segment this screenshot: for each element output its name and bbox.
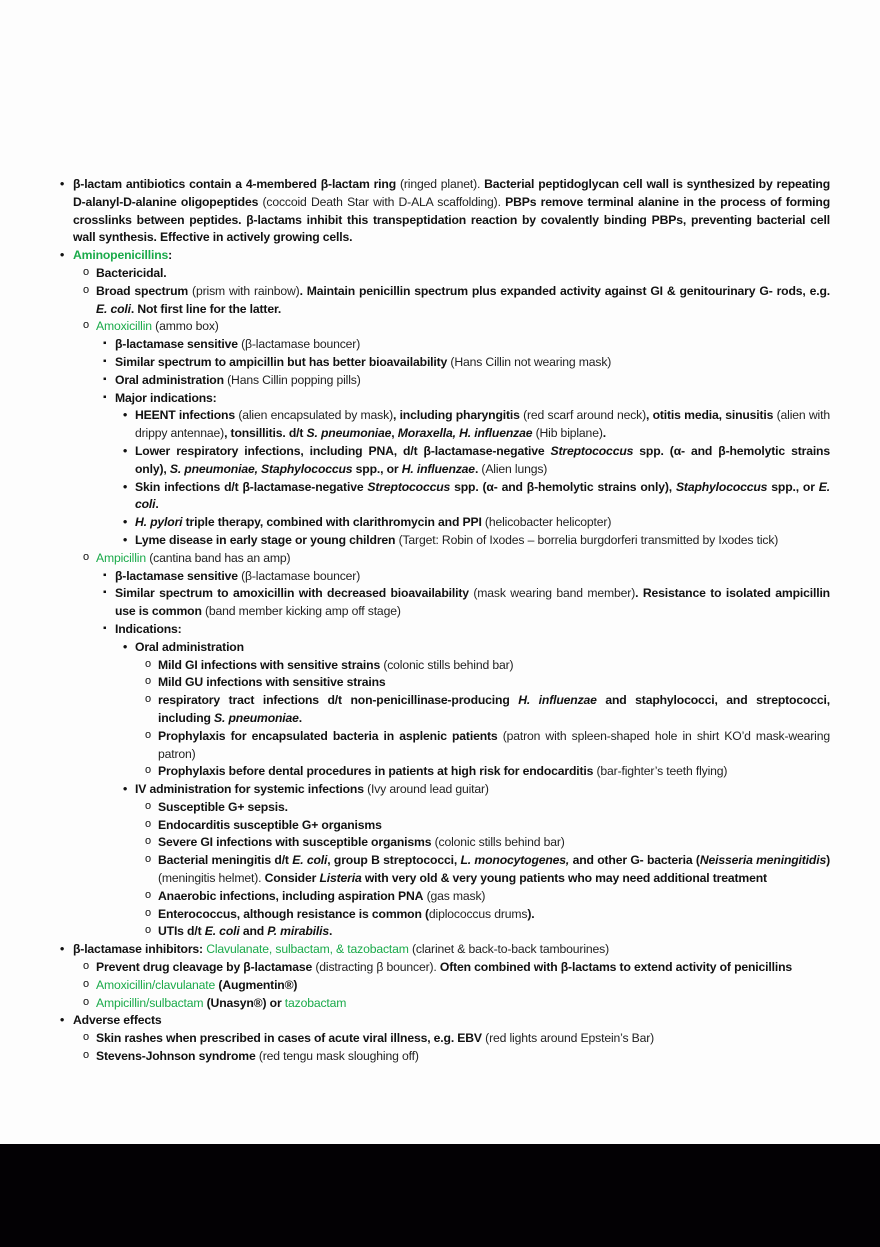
text: Indications: bbox=[115, 621, 182, 636]
list-item bbox=[145, 923, 830, 941]
list-item bbox=[145, 674, 830, 692]
oral-administration bbox=[123, 639, 830, 781]
organism: E. coli bbox=[204, 924, 240, 939]
list-item bbox=[145, 799, 830, 817]
mnemonic: (helicobacter helicopter) bbox=[481, 515, 612, 530]
organism: Listeria bbox=[319, 871, 362, 886]
mnemonic: (colonic stills behind bar) bbox=[431, 835, 565, 850]
text: Major indications: bbox=[115, 390, 217, 405]
text: . Maintain penicillin spectrum plus expanded activity against GI & genitourinary G- rods, e.g. bbox=[299, 283, 830, 298]
organism: E. coli bbox=[96, 301, 131, 316]
text: , bbox=[391, 426, 398, 441]
text: Enterococcus, although resistance is common ( bbox=[158, 906, 429, 921]
list-item bbox=[145, 888, 830, 906]
text: Bacterial peptidoglycan cell wall is synthesized by repeating D-alanyl-D-alanine oligopeptides bbox=[73, 177, 831, 209]
list-item bbox=[83, 1030, 830, 1048]
mnemonic: (mask wearing band member) bbox=[468, 586, 636, 601]
mnemonic: (patron with spleen-shaped hole in shirt KO’d mask-wearing patron) bbox=[158, 728, 830, 761]
text: . bbox=[298, 710, 303, 725]
text: β-lactam antibiotics contain a 4-membered β-lactam ring bbox=[73, 177, 397, 191]
organism: Moraxella, H. influenzae bbox=[397, 426, 533, 441]
text: ) bbox=[826, 853, 831, 868]
text: with very old & very young patients who may need additional treatment bbox=[361, 871, 767, 886]
organism: S. pneumoniae bbox=[306, 426, 392, 441]
drug-name: Amoxicillin bbox=[96, 319, 152, 334]
text: spp. (α- and β-hemolytic strains only), bbox=[450, 479, 676, 494]
ampicillin-list bbox=[103, 568, 830, 942]
text: spp. (α- and β-hemolytic strains only), bbox=[135, 443, 830, 476]
text: Severe GI infections with susceptible organisms bbox=[158, 835, 432, 850]
list-item bbox=[83, 959, 830, 977]
text: . Not first line for the latter. bbox=[130, 301, 282, 316]
amoxicillin-item bbox=[83, 318, 830, 549]
text: , otitis media, sinusitis bbox=[646, 408, 774, 423]
mnemonic: (coccoid Death Star with D-ALA scaffolding). bbox=[258, 194, 506, 209]
text: , group B streptococci, bbox=[327, 853, 461, 868]
text: , including pharyngitis bbox=[392, 408, 520, 423]
text: Consider bbox=[264, 871, 320, 886]
text: and other G- bacteria ( bbox=[569, 853, 700, 868]
text: , tonsillitis. d/t bbox=[224, 426, 307, 441]
list-item bbox=[103, 585, 830, 621]
text: . bbox=[602, 426, 606, 441]
mnemonic: (ringed planet). bbox=[396, 177, 485, 191]
iv-list bbox=[145, 799, 830, 941]
organism: H. influenzae bbox=[518, 693, 597, 708]
mnemonic: (β-lactamase bouncer) bbox=[237, 568, 361, 583]
major-indications bbox=[103, 390, 830, 550]
organism: Streptococcus bbox=[367, 479, 451, 494]
indications bbox=[103, 621, 830, 941]
text: Endocarditis susceptible G+ organisms bbox=[158, 817, 382, 832]
top-level-list bbox=[60, 176, 830, 1066]
list-item bbox=[145, 728, 830, 764]
bottom-black-bar bbox=[0, 1144, 880, 1247]
aminopenicillins-list bbox=[83, 265, 830, 941]
organism: L. monocytogenes, bbox=[460, 853, 570, 868]
mnemonic: (clarinet & back-to-back tambourines) bbox=[408, 942, 609, 957]
mnemonic: (Alien lungs) bbox=[478, 461, 548, 476]
mnemonic: (cantina band has an amp) bbox=[145, 550, 291, 565]
text: triple therapy, combined with clarithromycin and PPI bbox=[182, 515, 482, 530]
list-item bbox=[103, 336, 830, 354]
text: Prophylaxis for encapsulated bacteria in asplenic patients bbox=[158, 728, 498, 743]
organism: S. pneumoniae bbox=[214, 710, 299, 725]
text: and staphylococci, and streptococci, including bbox=[158, 693, 830, 725]
list-item bbox=[83, 995, 830, 1013]
broad-spectrum-item bbox=[83, 283, 830, 319]
list-item bbox=[145, 852, 830, 888]
aminopenicillins-section bbox=[60, 247, 830, 941]
mnemonic: (alien with drippy antennae) bbox=[135, 408, 830, 441]
drug-names: Clavulanate, sulbactam, & tazobactam bbox=[206, 942, 409, 957]
beta-lactam-intro bbox=[60, 176, 830, 247]
h-pylori-item bbox=[123, 514, 830, 532]
organism: E. coli bbox=[135, 479, 830, 512]
text: Prevent drug cleavage by β-lactamase bbox=[96, 960, 313, 975]
text: . Resistance to isolated ampicillin use is common bbox=[115, 586, 830, 619]
ampicillin-indications-list bbox=[123, 639, 830, 942]
organism: H. influenzae bbox=[401, 461, 475, 476]
text: (Augmentin®) bbox=[215, 977, 298, 992]
mnemonic: (Target: Robin of Ixodes – borrelia burgdorferi transmitted by Ixodes tick) bbox=[395, 532, 779, 547]
organism: P. mirabilis bbox=[267, 924, 329, 939]
text: Oral administration bbox=[115, 372, 224, 387]
text: spp., or bbox=[352, 461, 402, 476]
mnemonic: (band member kicking amp off stage) bbox=[201, 604, 401, 619]
drug-name: tazobactam bbox=[284, 995, 347, 1010]
mnemonic: (Ivy around lead guitar) bbox=[363, 782, 489, 797]
organism: E. coli bbox=[292, 853, 328, 868]
mnemonic: (red scarf around neck) bbox=[519, 408, 646, 423]
list-item bbox=[145, 906, 830, 924]
bactericidal-item bbox=[83, 265, 830, 283]
list-item bbox=[145, 763, 830, 781]
drug-name: Amoxicillin/clavulanate bbox=[96, 977, 216, 992]
list-item bbox=[145, 834, 830, 852]
mnemonic: (gas mask) bbox=[423, 888, 486, 903]
organism: S. pneumoniae, Staphylococcus bbox=[169, 461, 353, 476]
mnemonic: (Hib biplane) bbox=[532, 426, 603, 441]
text: (Unasyn®) or bbox=[203, 995, 285, 1010]
inhibitors-list bbox=[83, 959, 830, 1012]
organism: H. pylori bbox=[135, 515, 183, 530]
text: Often combined with β-lactams to extend activity of penicillins bbox=[439, 960, 793, 975]
text: β-lactamase sensitive bbox=[115, 337, 238, 352]
adverse-list bbox=[83, 1030, 830, 1066]
text: Broad spectrum bbox=[96, 283, 189, 298]
text: β-lactamase inhibitors: bbox=[73, 942, 207, 957]
text: and bbox=[239, 924, 268, 939]
list-item bbox=[145, 692, 830, 728]
text: Prophylaxis before dental procedures in patients at high risk for endocarditis bbox=[158, 764, 594, 779]
text: : bbox=[168, 248, 173, 263]
lyme-disease-item bbox=[123, 532, 830, 550]
organism: Neisseria meningitidis bbox=[699, 853, 827, 868]
text: respiratory tract infections d/t non-penicillinase-producing bbox=[158, 693, 519, 708]
mnemonic: (Hans Cillin not wearing mask) bbox=[447, 354, 612, 369]
mnemonic: (red tengu mask sloughing off) bbox=[255, 1049, 419, 1064]
text: Mild GI infections with sensitive strains bbox=[158, 657, 381, 672]
adverse-effects-section bbox=[60, 1012, 830, 1065]
text: Skin rashes when prescribed in cases of acute viral illness, e.g. EBV bbox=[96, 1031, 482, 1046]
amoxicillin-indications-list bbox=[123, 407, 830, 549]
text: . bbox=[155, 497, 159, 512]
text: Mild GU infections with sensitive strains bbox=[158, 675, 386, 690]
mnemonic: (alien encapsulated by mask) bbox=[234, 408, 393, 423]
text: Stevens-Johnson syndrome bbox=[96, 1049, 256, 1064]
ampicillin-item bbox=[83, 550, 830, 942]
mnemonic: (Hans Cillin popping pills) bbox=[223, 372, 361, 387]
iv-administration bbox=[123, 781, 830, 941]
text: Bacterial meningitis d/t bbox=[158, 853, 293, 868]
text: . bbox=[474, 461, 479, 476]
text: IV administration for systemic infections bbox=[135, 782, 364, 797]
mnemonic: (colonic stills behind bar) bbox=[380, 657, 514, 672]
list-item bbox=[83, 1048, 830, 1066]
beta-lactamase-inhibitors-section bbox=[60, 941, 830, 1012]
text: Similar spectrum to amoxicillin with decreased bioavailability bbox=[115, 586, 469, 601]
skin-infections-item bbox=[123, 479, 830, 515]
drug-name: Ampicillin/sulbactam bbox=[96, 995, 204, 1010]
text: PBPs remove terminal alanine in the process of forming crosslinks between peptides. β-lactams inhibit this transpeptidation reaction by covalently binding PBPs, preventing bacterial cell wall synthesis. Effective in actively growing cells. bbox=[73, 194, 830, 245]
mnemonic: (distracting β bouncer). bbox=[312, 960, 440, 975]
text: Similar spectrum to ampicillin but has better bioavailability bbox=[115, 354, 448, 369]
text: ). bbox=[527, 906, 535, 921]
text: Lyme disease in early stage or young children bbox=[135, 532, 396, 547]
text: Skin infections d/t β-lactamase-negative bbox=[135, 479, 368, 494]
text: UTIs d/t bbox=[158, 924, 205, 939]
list-item bbox=[145, 817, 830, 835]
mnemonic: (bar-fighter’s teeth flying) bbox=[593, 764, 728, 779]
mnemonic: (ammo box) bbox=[151, 319, 219, 334]
text: Bactericidal. bbox=[96, 265, 167, 280]
amoxicillin-list bbox=[103, 336, 830, 550]
organism: Staphylococcus bbox=[675, 479, 768, 494]
mnemonic: diplococcus drums bbox=[428, 906, 528, 921]
text: Susceptible G+ sepsis. bbox=[158, 799, 288, 814]
text: HEENT infections bbox=[135, 408, 235, 423]
document-content bbox=[60, 176, 830, 1066]
mnemonic: (meningitis helmet). bbox=[158, 871, 265, 886]
list-item bbox=[103, 372, 830, 390]
oral-list bbox=[145, 657, 830, 782]
list-item bbox=[103, 568, 830, 586]
lower-respiratory-item bbox=[123, 443, 830, 479]
section-heading: Adverse effects bbox=[73, 1013, 162, 1028]
text: . bbox=[328, 924, 333, 939]
text: Lower respiratory infections, including PNA, d/t β-lactamase-negative bbox=[135, 443, 551, 458]
organism: Streptococcus bbox=[550, 443, 634, 458]
mnemonic: (β-lactamase bouncer) bbox=[237, 337, 361, 352]
list-item bbox=[83, 977, 830, 995]
text: Oral administration bbox=[135, 639, 244, 654]
text: β-lactamase sensitive bbox=[115, 568, 238, 583]
mnemonic: (prism with rainbow) bbox=[188, 283, 300, 298]
list-item bbox=[145, 657, 830, 675]
text: Anaerobic infections, including aspiration PNA bbox=[158, 888, 424, 903]
list-item bbox=[103, 354, 830, 372]
section-heading: Aminopenicillins bbox=[73, 248, 169, 263]
text: spp., or bbox=[767, 479, 819, 494]
heent-item bbox=[123, 407, 830, 443]
drug-name: Ampicillin bbox=[96, 550, 146, 565]
mnemonic: (red lights around Epstein’s Bar) bbox=[481, 1031, 655, 1046]
